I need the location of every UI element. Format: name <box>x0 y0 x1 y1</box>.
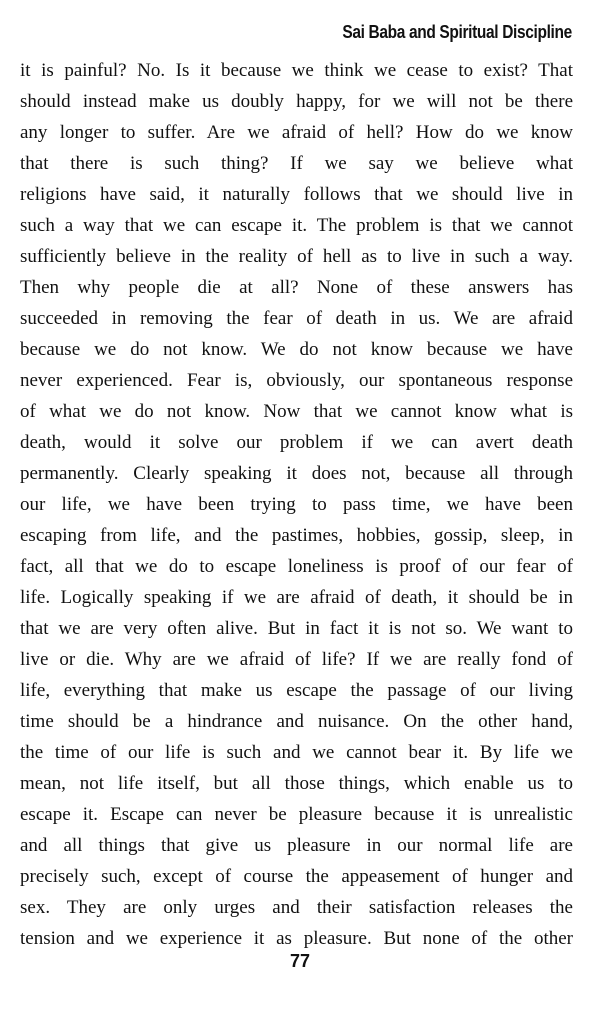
text-line: death, would it solve our problem if we can avert death <box>20 432 573 453</box>
text-line: should instead make us doubly happy, for we will not be there <box>20 91 573 112</box>
text-line: religions have said, it naturally follows that we should live in <box>20 184 573 205</box>
text-line: because we do not know. We do not know because we have <box>20 339 573 360</box>
text-line: the time of our life is such and we cannot bear it. By life we <box>20 742 573 763</box>
text-line: mean, not life itself, but all those things, which enable us to <box>20 773 573 794</box>
text-line: such a way that we can escape it. The problem is that we cannot <box>20 215 573 236</box>
text-line: of what we do not know. Now that we cannot know what is <box>20 401 573 422</box>
text-line: precisely such, except of course the appeasement of hunger and <box>20 866 573 887</box>
running-head: Sai Baba and Spiritual Discipline <box>342 22 572 42</box>
text-line: live or die. Why are we afraid of life? If we are really fond of <box>20 649 573 670</box>
text-line: our life, we have been trying to pass time, we have been <box>20 494 573 515</box>
text-line: time should be a hindrance and nuisance. On the other hand, <box>20 711 573 732</box>
text-line: that there is such thing? If we say we believe what <box>20 153 573 174</box>
page-number: 77 <box>289 951 311 971</box>
text-line: life. Logically speaking if we are afraid of death, it should be in <box>20 587 573 608</box>
text-line: escaping from life, and the pastimes, hobbies, gossip, sleep, in <box>20 525 573 546</box>
text-line: fact, all that we do to escape loneliness is proof of our fear of <box>20 556 573 577</box>
text-line: sufficiently believe in the reality of hell as to live in such a way. <box>20 246 573 267</box>
text-line: life, everything that make us escape the passage of our living <box>20 680 573 701</box>
text-line: permanently. Clearly speaking it does not, because all through <box>20 463 573 484</box>
text-line: sex. They are only urges and their satisfaction releases the <box>20 897 573 918</box>
text-line: tension and we experience it as pleasure. But none of the other <box>20 928 573 949</box>
body-text <box>20 55 573 954</box>
text-line: escape it. Escape can never be pleasure because it is unrealistic <box>20 804 573 825</box>
text-line: Then why people die at all? None of these answers has <box>20 277 573 298</box>
text-line: and all things that give us pleasure in our normal life are <box>20 835 573 856</box>
text-line: never experienced. Fear is, obviously, our spontaneous response <box>20 370 573 391</box>
text-line: succeeded in removing the fear of death in us. We are afraid <box>20 308 573 329</box>
text-line: that we are very often alive. But in fact it is not so. We want to <box>20 618 573 639</box>
text-line: any longer to suffer. Are we afraid of hell? How do we know <box>20 122 573 143</box>
text-line: it is painful? No. Is it because we think we cease to exist? That <box>20 60 573 81</box>
